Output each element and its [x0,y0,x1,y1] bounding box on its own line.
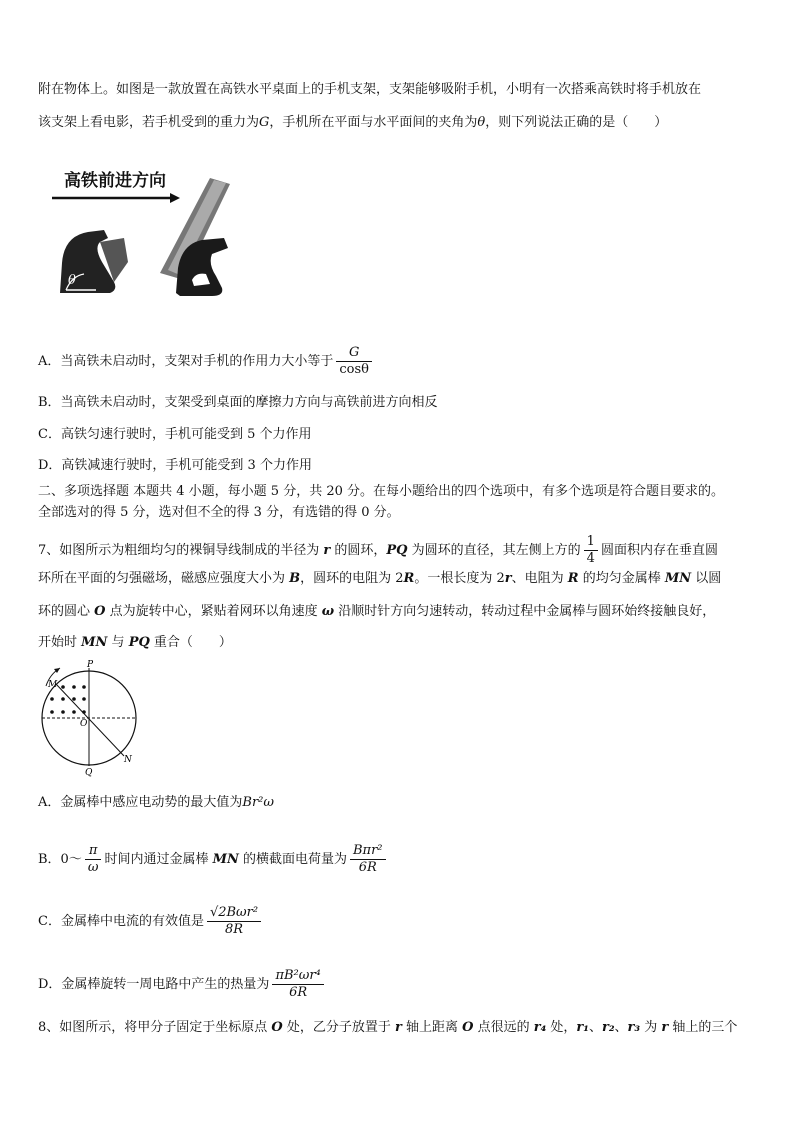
q7-line4: 开始时 MN 与 PQ 重合（ ） [38,635,232,650]
direction-arrow-icon [170,193,180,203]
q6-option-a: A．当高铁未启动时，支架对手机的作用力大小等于 $\frac{G}{\cos\theta}$ [38,345,375,378]
section2-line1: 二、多项选择题 本题共 4 小题，每小题 5 分，共 20 分。在每小题给出的四个选项中，有多个选项是符合题目要求的。 [38,484,725,499]
q7-option-b-fraction2: $\frac{\text{Bπr²}}{6R}$ [350,843,386,876]
q7-line3: 环的圆心 O 点为旋转中心，紧贴着网环以角速度 ω 沿顺时针方向匀速转动，转动过程中金属棒与圆环始终接触良好， [38,604,716,619]
svg-text:M: M [48,680,58,690]
q7-option-d: D．金属棒旋转一周电路中产生的热量为 $\frac{\text{πB²ωr⁴}}{6R}$ [38,968,327,1001]
q8-line1: 8、如图所示，将甲分子固定于坐标原点 O 处，乙分子放置于 r 轴上距离 O 点很远的 r₄ 处，r₁、r₂、r₃ 为 r 轴上的三个 [38,1020,738,1035]
svg-text:O: O [80,719,88,729]
q6-option-c: C．高铁匀速行驶时，手机可能受到 5 个力作用 [38,427,312,442]
figure-direction-label: 高铁前进方向 [64,171,166,191]
q7-option-b-fraction1: $\frac{\pi}{\omega}$ [85,843,102,876]
svg-text:N: N [124,755,132,765]
q6-line1: 附在物体上。如图是一款放置在高铁水平桌面上的手机支架，支架能够吸附手机，小明有一次搭乘高铁时将手机放在 [38,82,702,97]
q7-option-a: A．金属棒中感应电动势的最大值为Br²ω [38,795,274,810]
q6-option-a-fraction: $\frac{G}{\cos\theta}$ [336,345,372,378]
phone-stand-figure [42,158,252,310]
q7-option-d-fraction: $\frac{\text{πB²ωr⁴}}{6R}$ [272,968,323,1001]
q7-option-c: C．金属棒中电流的有效值是 $\frac{\text{√2Bωr²}}{8R}$ [38,905,264,938]
svg-text:P: P [87,660,94,670]
q7-option-b: B．0～ $\frac{\pi}{\omega}$ 时间内通过金属棒 MN 的横截面电荷量为 $\frac{\text{Bπr²}}{6R}$ [38,843,389,876]
q7-line2: 环所在平面的匀强磁场，磁感应强度大小为 B，圆环的电阻为 2R。一根长度为 2r、电阻为 R 的均匀金属棒 MN 以圆 [38,571,722,586]
figure-theta-label: θ [68,273,76,288]
q6-option-d: D．高铁减速行驶时，手机可能受到 3 个力作用 [38,458,312,473]
q6-line2: 该支架上看电影，若手机受到的重力为G，手机所在平面与水平面间的夹角为θ，则下列说法正确的是（ ） [38,115,668,130]
svg-text:Q: Q [85,768,93,778]
q7-line1: 7、如图所示为粗细均匀的裸铜导线制成的半径为 r 的圆环，PQ 为圆环的直径，其左侧上方的 $\frac{1}{4}$ 圆面积内存在垂直圆 [38,534,718,566]
q6-option-b: B．当高铁未启动时，支架受到桌面的摩擦力方向与高铁前进方向相反 [38,395,438,410]
q7-option-c-fraction: $\frac{\text{√2Bωr²}}{8R}$ [207,905,261,938]
section2-line2: 全部选对的得 5 分，选对但不全的得 3 分，有选错的得 0 分。 [38,505,400,520]
quarter-fraction: $\frac{1}{4}$ [584,534,598,567]
ring-field-figure [34,656,144,778]
